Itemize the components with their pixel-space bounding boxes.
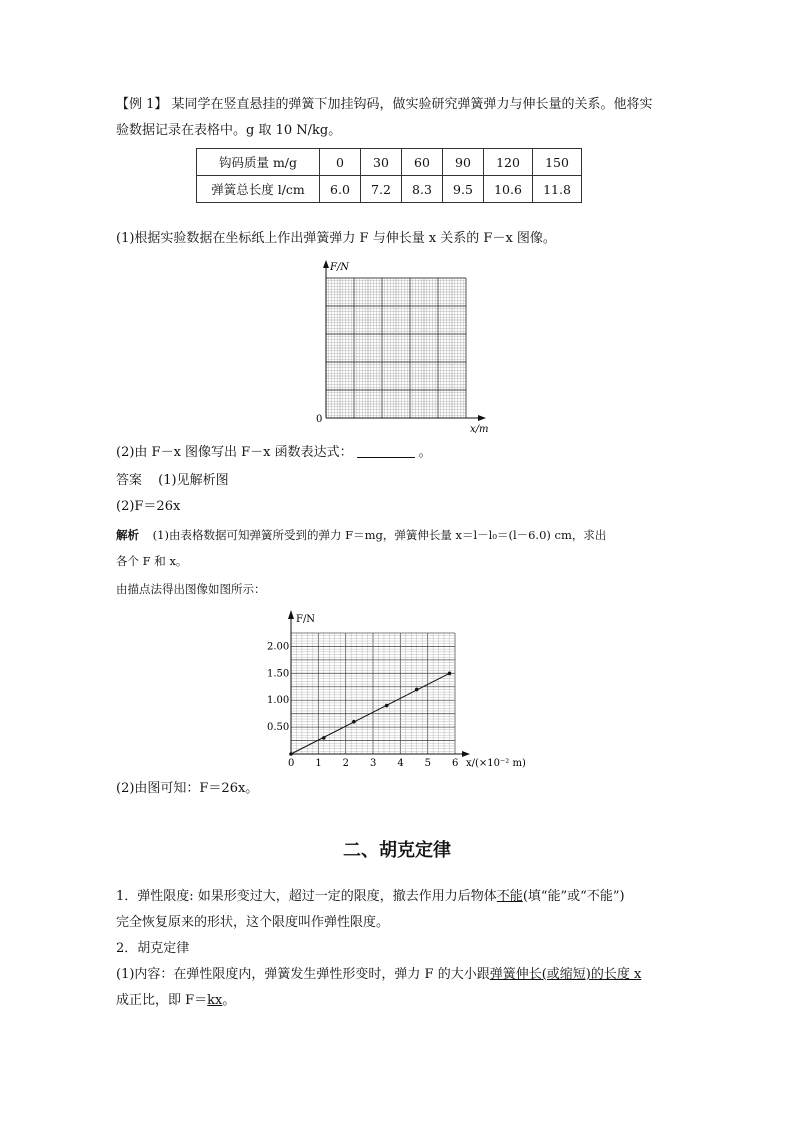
example-line-1: [116, 94, 653, 116]
hooke-para-3: [116, 964, 641, 986]
y-tick-label: 0.50: [267, 722, 290, 734]
analysis-line-3: 由描点法得出图像如图所示：: [116, 582, 266, 596]
table-cell: 0: [320, 149, 361, 176]
hooke-para-1b: 完全恢复原来的形状，这个限度叫作弹性限度。: [116, 915, 390, 930]
table-cell: 6.0: [320, 176, 361, 203]
x-tick-label: 1: [315, 758, 322, 769]
question-2-end: 。: [418, 445, 432, 460]
table-row: [197, 149, 582, 176]
data-point: [322, 736, 326, 740]
hooke-para-3b: [116, 990, 235, 1012]
fit-line: [291, 673, 450, 754]
answer-2: (2)F＝26x: [116, 499, 181, 514]
table-cell: 9.5: [443, 176, 484, 203]
x-tick-label: 0: [288, 758, 295, 769]
question-1: (1)根据实验数据在坐标纸上作出弹簧弹力 F 与伸长量 x 关系的 F－x 图像。: [116, 231, 556, 246]
analysis-line-1: [116, 524, 606, 546]
analysis-text-1: (1)由表格数据可知弹簧所受到的弹力 F＝mg，弹簧伸长量 x＝l－l₀＝(l－6.0) cm，求出: [152, 528, 607, 542]
question-2-text: (2)由 F－x 图像写出 F－x 函数表达式：: [116, 445, 353, 460]
y-axis-arrow: [288, 610, 294, 619]
data-point: [448, 672, 452, 676]
y-tick-label: 1.50: [267, 668, 290, 680]
question-2: [116, 442, 432, 464]
x-tick-label: 2: [342, 758, 350, 769]
table-cell: 60: [402, 149, 443, 176]
table-row2-label: 弹簧总长度 l/cm: [197, 176, 320, 203]
table-cell: 10.6: [484, 176, 533, 203]
answer-1: (1)见解析图: [158, 473, 229, 488]
hooke-p3-text: (1)内容：在弹性限度内，弹簧发生弹性形变时，弹力 F 的大小跟: [116, 967, 490, 982]
answer-label: 答案: [116, 473, 143, 488]
hooke-p3-text-2: 成正比，即 F＝: [116, 993, 208, 1008]
table-cell: 150: [533, 149, 582, 176]
hooke-p1-text: 1．弹性限度: 如果形变过大，超过一定的限度，撤去作用力后物体: [116, 889, 497, 904]
data-point: [352, 720, 356, 724]
hooke-p3-underlined: 弹簧伸长(或缩短)的长度 x: [489, 967, 642, 982]
data-point: [385, 704, 389, 708]
hooke-p3-end: 。: [222, 993, 236, 1008]
x-axis-label: x/(×10⁻² m): [466, 758, 526, 769]
answer-line-1: [116, 470, 229, 492]
x-tick-label: 5: [424, 758, 432, 769]
y-axis-label: F/N: [296, 614, 316, 625]
y-axis-label: F/N: [330, 262, 350, 273]
data-point: [415, 688, 419, 692]
y-axis-arrow: [323, 260, 329, 268]
table-row: [197, 176, 582, 203]
x-axis-arrow: [462, 751, 470, 757]
hooke-formula: kx: [207, 993, 223, 1008]
analysis-line-2: 各个 F 和 x。: [116, 554, 188, 568]
section-title: 二、胡克定律: [343, 840, 451, 861]
example-text-1: 某同学在竖直悬挂的弹簧下加挂钩码，做实验研究弹簧弹力与伸长量的关系。他将实: [171, 97, 653, 112]
answer-blank[interactable]: [357, 443, 415, 458]
table-cell: 8.3: [402, 176, 443, 203]
x-tick-label: 6: [452, 758, 459, 769]
table-cell: 90: [443, 149, 484, 176]
hooke-para-1: [116, 886, 625, 908]
analysis-line-4: (2)由图可知：F＝26x。: [116, 781, 259, 796]
y-tick-label: 2.00: [267, 641, 290, 653]
hooke-p1-underlined: 不能: [496, 889, 523, 904]
table-row1-label: 钩码质量 m/g: [197, 149, 320, 176]
y-tick-label: 1.00: [267, 695, 290, 707]
example-tag: 【例 1】: [116, 97, 168, 112]
table-cell: 120: [484, 149, 533, 176]
table-cell: 11.8: [533, 176, 582, 203]
example-line-2: 验数据记录在表格中。g 取 10 N/kg。: [116, 123, 342, 138]
origin-label: 0: [316, 414, 323, 425]
analysis-label: 解析: [116, 528, 139, 542]
x-tick-label: 3: [370, 758, 377, 769]
data-table: [196, 148, 582, 203]
x-tick-label: 4: [397, 758, 404, 769]
table-cell: 30: [361, 149, 402, 176]
hooke-p1-note: (填“能”或“不能”): [522, 889, 625, 904]
x-axis-label: x/m: [470, 424, 489, 435]
hooke-para-2: 2．胡克定律: [116, 941, 190, 956]
table-cell: 7.2: [361, 176, 402, 203]
data-point: [289, 752, 293, 756]
x-axis-arrow: [478, 415, 486, 421]
